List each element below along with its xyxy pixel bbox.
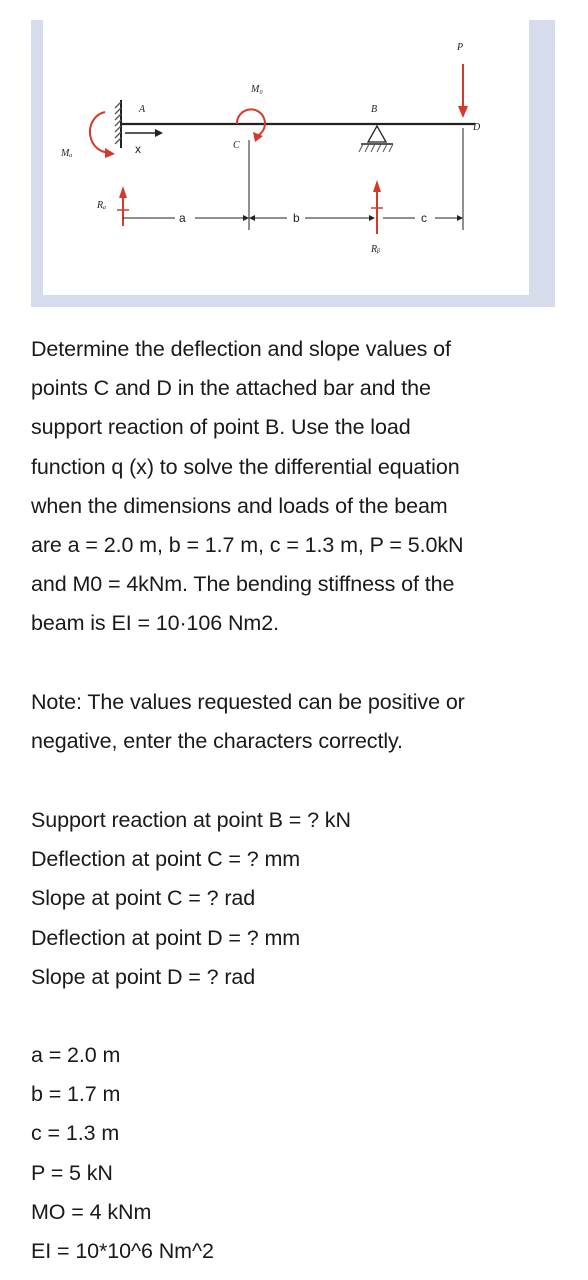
reaction-force-b-icon	[371, 180, 383, 234]
m0-label: M₀	[251, 84, 263, 95]
problem-line: Determine the deflection and slope values of	[31, 337, 451, 361]
point-d-label: D	[473, 122, 481, 133]
point-a-label: A	[139, 104, 146, 115]
problem-line: function q (x) to solve the differential equation	[31, 454, 460, 479]
reaction-moment-icon	[90, 112, 115, 158]
point-load-icon	[458, 64, 468, 118]
given-item: b = 1.7 m	[31, 1082, 121, 1107]
dim-c-label: c	[421, 211, 427, 225]
ma-label: Mₐ	[61, 148, 73, 159]
problem-line: are a = 2.0 m, b = 1.7 m, c = 1.3 m, P = 5.0kN	[31, 533, 464, 558]
beam-figure	[43, 20, 529, 295]
p-label: P	[457, 42, 464, 53]
question-item: Deflection at point C = ? mm	[31, 847, 301, 872]
problem-line: beam is EI = 10·106 Nm2.	[31, 611, 279, 636]
dim-b-label: b	[293, 211, 300, 225]
beam-figure-frame	[31, 20, 555, 307]
given-item: EI = 10*10^6 Nm^2	[31, 1239, 214, 1264]
point-b-label: B	[371, 104, 378, 115]
given-item: P = 5 kN	[31, 1160, 113, 1185]
rb-label: Rᵦ	[371, 244, 380, 255]
beam-diagram	[43, 20, 529, 295]
given-item: MO = 4 kNm	[31, 1199, 152, 1224]
given-item: a = 2.0 m	[31, 1043, 121, 1067]
x-label: x	[135, 142, 141, 156]
question-item: Slope at point D = ? rad	[31, 964, 256, 989]
note-line: Note: The values requested can be positive or	[31, 690, 465, 714]
applied-moment-icon	[237, 109, 265, 142]
problem-line: when the dimensions and loads of the beam	[31, 493, 448, 518]
reaction-force-a-icon	[117, 186, 129, 226]
problem-line: and M0 = 4kNm. The bending stiffness of the	[31, 572, 455, 597]
ra-label: Rₐ	[97, 200, 107, 211]
point-c-label: C	[233, 140, 240, 151]
givens-list	[31, 1036, 561, 1271]
problem-line: support reaction of point B. Use the load	[31, 415, 411, 440]
question-item: Support reaction at point B = ? kN	[31, 808, 351, 832]
fixed-support-icon	[115, 100, 121, 148]
x-axis-arrow-icon	[125, 129, 163, 137]
note-line: negative, enter the characters correctly.	[31, 729, 403, 754]
given-item: c = 1.3 m	[31, 1121, 120, 1146]
questions-list	[31, 801, 561, 997]
note-paragraph	[31, 683, 561, 761]
question-item: Slope at point C = ? rad	[31, 886, 256, 911]
problem-statement	[31, 330, 561, 644]
problem-line: points C and D in the attached bar and the	[31, 376, 431, 401]
pin-support-icon	[359, 126, 393, 152]
dim-a-label: a	[179, 211, 186, 225]
question-item: Deflection at point D = ? mm	[31, 925, 301, 950]
